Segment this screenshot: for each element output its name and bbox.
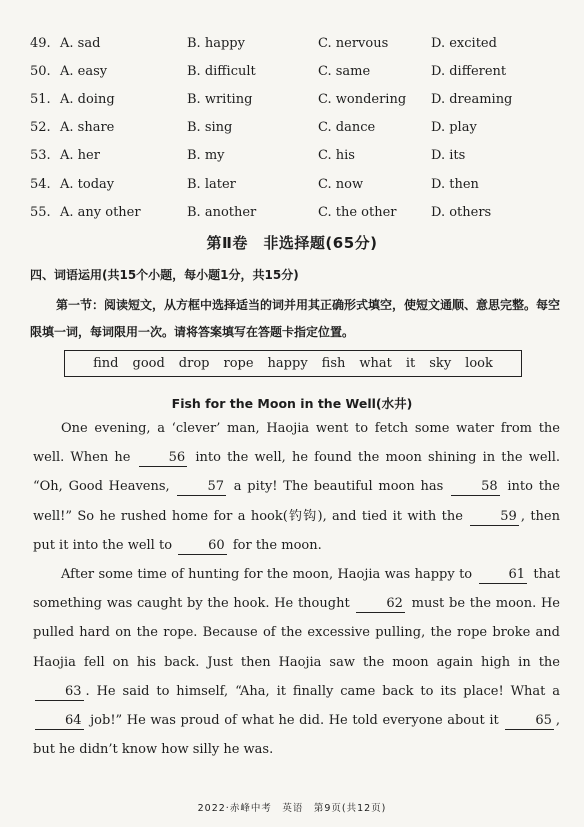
option-c: C. dance — [318, 120, 376, 136]
option-c: C. the other — [318, 204, 397, 220]
option-d: D. then — [431, 176, 479, 192]
blank-57: 57 — [177, 479, 226, 496]
passage-text: a pity! The beautiful moon has — [227, 479, 450, 495]
word-item: rope — [223, 356, 254, 371]
question-number: 53. — [30, 148, 51, 164]
passage-text: into the well, he found the moon shining in the well. “Oh, Good Heavens, — [33, 450, 560, 495]
word-item: drop — [178, 356, 210, 371]
option-a: A. sad — [60, 35, 101, 51]
part-title: 第Ⅱ卷 非选择题(65分) — [206, 234, 378, 252]
option-b: B. difficult — [187, 63, 256, 79]
passage-text: , but he didn’t know how silly he was. — [33, 713, 560, 758]
passage-text: One evening, a ‘clever’ man, Haojia went to fetch some water from the well. When he — [33, 421, 560, 466]
question-number: 50. — [30, 63, 51, 79]
passage-text: for the moon. — [228, 537, 322, 553]
blank-58: 58 — [451, 479, 500, 496]
passage-text: that something was caught by the hook. He thought — [33, 567, 560, 612]
option-b: B. later — [187, 176, 236, 192]
option-row — [30, 198, 575, 226]
section-heading: 四、词语运用(共15个小题，每小题1分，共15分) — [30, 268, 299, 282]
blank-65: 65 — [505, 713, 554, 730]
blank-63: 63 — [35, 684, 84, 701]
passage-text: job!” He was proud of what he did. He told everyone about it — [85, 713, 504, 729]
option-a: A. her — [60, 148, 100, 164]
passage-text: . He said to himself, “Aha, it finally came back to its place! What a — [85, 683, 560, 699]
word-item: fish — [321, 356, 346, 371]
option-d: D. its — [431, 148, 466, 164]
option-b: B. sing — [187, 120, 233, 136]
word-item: look — [465, 356, 493, 371]
passage-title: Fish for the Moon in the Well(水井) — [171, 396, 413, 411]
option-d: D. dreaming — [431, 91, 513, 107]
option-b: B. another — [187, 204, 257, 220]
option-row — [30, 85, 575, 113]
blank-64: 64 — [35, 713, 84, 730]
option-row — [30, 29, 575, 57]
passage-text: After some time of hunting for the moon, Haojia was happy to — [61, 567, 477, 583]
word-item: what — [359, 356, 392, 371]
option-a: A. today — [60, 176, 115, 192]
paragraph-1 — [33, 414, 560, 560]
blank-60: 60 — [178, 538, 227, 555]
passage-text: into the well!” So he rushed home for a hook(钓钩), and tied it with the — [33, 479, 560, 524]
question-number: 52. — [30, 120, 51, 136]
word-item: good — [132, 356, 165, 371]
options-list — [30, 29, 575, 226]
option-d: D. different — [431, 63, 507, 79]
paragraph-2 — [33, 560, 560, 764]
option-a: A. any other — [60, 204, 141, 220]
option-a: A. share — [60, 120, 115, 136]
word-item: it — [405, 356, 416, 371]
option-b: B. happy — [187, 35, 245, 51]
option-a: A. doing — [60, 91, 115, 107]
word-item: sky — [429, 356, 452, 371]
option-b: B. my — [187, 148, 225, 164]
question-number: 51. — [30, 91, 51, 107]
instruction-text: 第一节：阅读短文，从方框中选择适当的词并用其正确形式填空，使短文通顺、意思完整。每空限填一词，每词限用一次。请将答案填写在答题卡指定位置。 — [30, 298, 561, 339]
option-c: C. nervous — [318, 35, 389, 51]
passage-text: must be the moon. He pulled hard on the rope. Because of the excessive pulling, the rope broke and Haojia fell on his back. Just then Haojia saw the moon again high in the — [33, 596, 561, 670]
option-row — [30, 142, 575, 170]
blank-62: 62 — [356, 596, 405, 613]
option-row — [30, 170, 575, 198]
blank-59: 59 — [470, 509, 519, 526]
option-c: C. same — [318, 63, 371, 79]
option-row — [30, 114, 575, 142]
word-item: happy — [267, 356, 308, 371]
option-c: C. now — [318, 176, 364, 192]
passage-text: , then put it into the well to — [33, 508, 560, 553]
option-c: C. his — [318, 148, 355, 164]
question-number: 49. — [30, 35, 51, 51]
question-number: 54. — [30, 176, 51, 192]
blank-56: 56 — [139, 450, 188, 467]
word-box — [64, 350, 522, 377]
blank-61: 61 — [479, 567, 528, 584]
question-number: 55. — [30, 204, 51, 220]
option-a: A. easy — [60, 63, 108, 79]
word-item: find — [93, 356, 119, 371]
page-footer: 2022·赤峰中考 英语 第9页(共12页) — [197, 803, 387, 814]
option-d: D. others — [431, 204, 492, 220]
option-b: B. writing — [187, 91, 253, 107]
option-d: D. excited — [431, 35, 497, 51]
option-d: D. play — [431, 120, 477, 136]
option-row — [30, 57, 575, 85]
passage — [33, 414, 560, 764]
option-c: C. wondering — [318, 91, 407, 107]
